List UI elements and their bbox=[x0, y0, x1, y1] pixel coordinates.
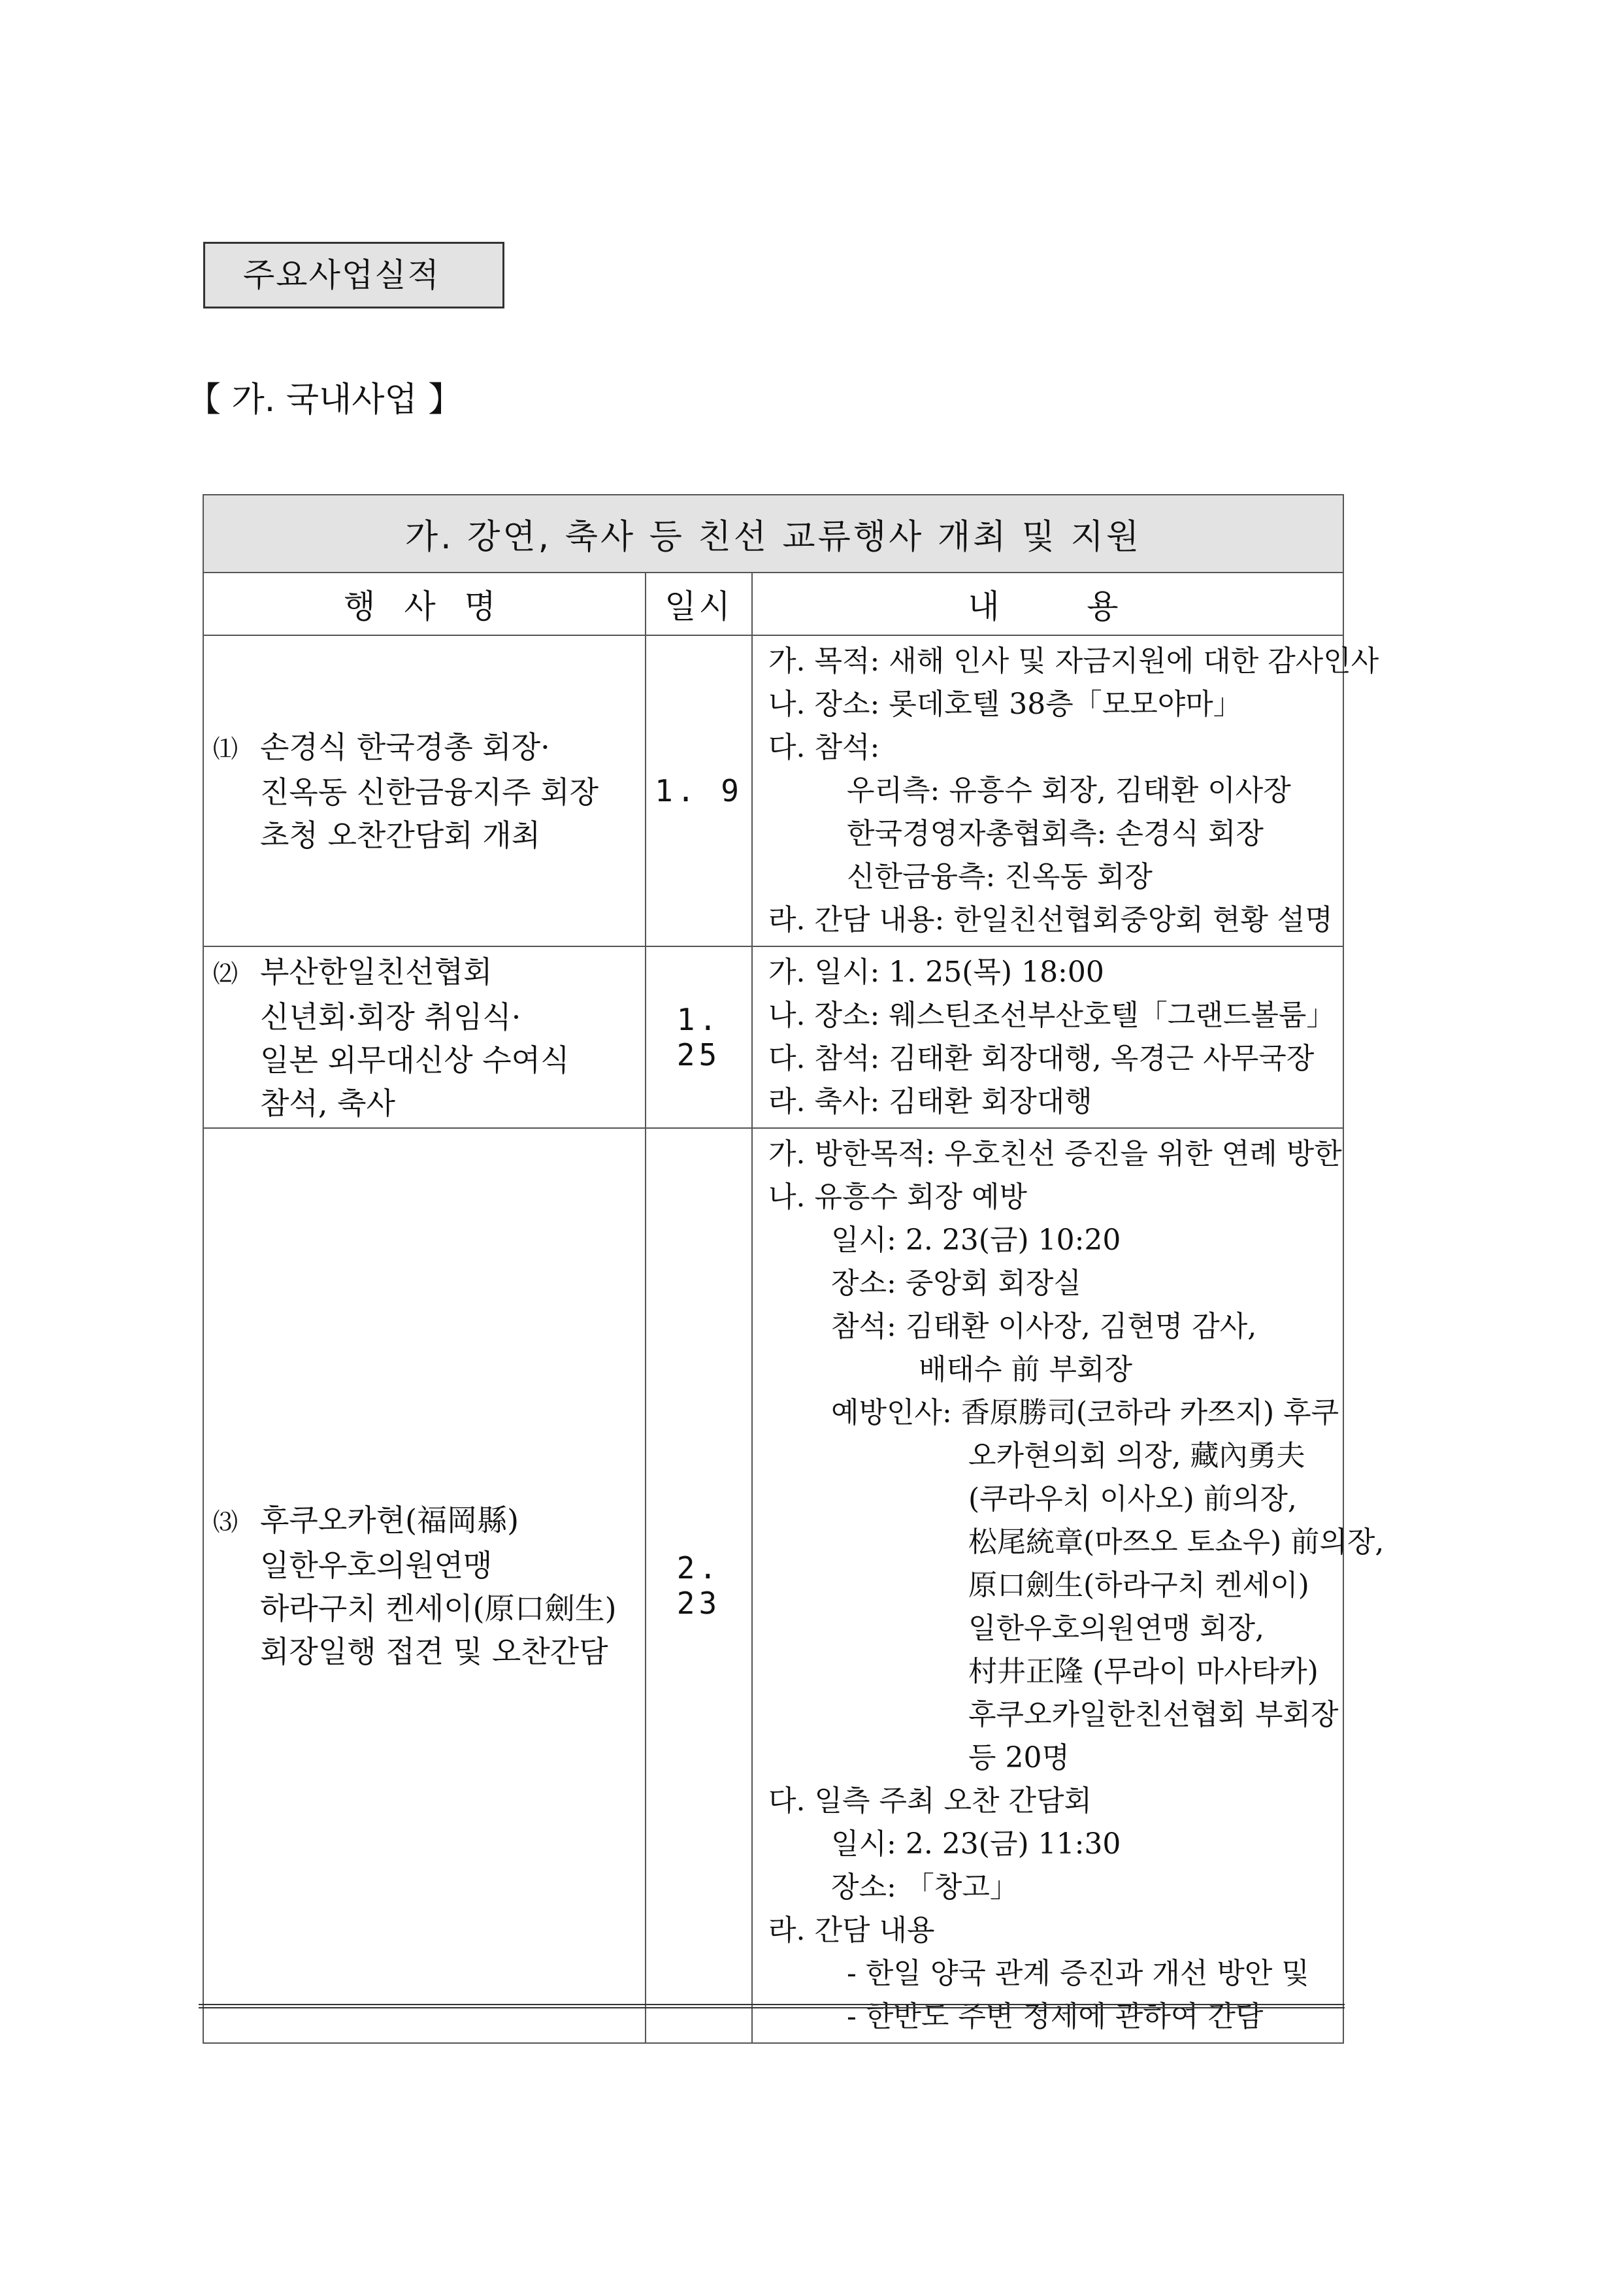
event-name-line bbox=[213, 995, 638, 1039]
content-line: 가. 목적: 새해 인사 및 자금지원에 대한 감사인사 bbox=[768, 644, 1379, 678]
content-line: 후쿠오카일한친선협회 부회장 bbox=[968, 1698, 1339, 1731]
content-line: - 한반도 주변 정세에 관하여 간담 bbox=[847, 2000, 1264, 2033]
event-content-cell bbox=[752, 946, 1343, 1128]
event-number: ⑶ bbox=[213, 1507, 238, 1537]
content-line: 다. 참석: bbox=[768, 731, 880, 764]
event-content-cell bbox=[752, 1128, 1385, 2043]
table-main-header: 가. 강연, 축사 등 친선 교류행사 개최 및 지원 bbox=[203, 495, 1343, 573]
column-header-content: 내 용 bbox=[752, 573, 1343, 635]
event-number: ⑵ bbox=[213, 959, 238, 988]
event-name-text: 일본 외무대신상 수여식 bbox=[260, 1042, 570, 1078]
event-name-line bbox=[213, 771, 638, 814]
event-date-cell: 1. 25 bbox=[646, 946, 752, 1128]
content-line: 라. 축사: 김태환 회장대행 bbox=[768, 1085, 1092, 1118]
content-line: 배태수 前 부회장 bbox=[919, 1353, 1132, 1386]
content-line: 일한우호의원연맹 회장, bbox=[968, 1612, 1265, 1645]
content-line: 村井正隆 (무라이 마사타카) bbox=[968, 1655, 1319, 1688]
event-name-text: 일한우호의원연맹 bbox=[260, 1547, 493, 1583]
content-line: 라. 간담 내용 bbox=[768, 1914, 935, 1947]
event-content-cell bbox=[752, 635, 1379, 946]
content-line: 장소: 중앙회 회장실 bbox=[831, 1267, 1081, 1300]
content-line: 나. 장소: 웨스틴조선부산호텔「그랜드볼룸」 bbox=[768, 999, 1336, 1032]
event-name-line bbox=[213, 1630, 638, 1673]
content-line: 다. 참석: 김태환 회장대행, 옥경근 사무국장 bbox=[768, 1042, 1315, 1075]
content-line: 일시: 2. 23(금) 11:30 bbox=[831, 1827, 1121, 1861]
events-table bbox=[203, 494, 1385, 2044]
event-name-line bbox=[213, 1544, 638, 1587]
event-name-line bbox=[213, 1587, 638, 1630]
content-line: 나. 유흥수 회장 예방 bbox=[768, 1180, 1027, 1214]
content-line: 가. 방한목적: 우호친선 증진을 위한 연례 방한 bbox=[768, 1137, 1342, 1171]
content-line: 신한금융측: 진옥동 회장 bbox=[847, 860, 1153, 893]
event-name-line bbox=[213, 1082, 638, 1125]
event-name-text: 후쿠오카현(福岡縣) bbox=[260, 1502, 519, 1538]
content-line: 原口劍生(하라구치 켄세이) bbox=[968, 1569, 1309, 1602]
section-title: 주요사업실적 bbox=[243, 256, 440, 294]
content-line: 다. 일측 주최 오찬 간담회 bbox=[768, 1784, 1092, 1818]
table-row bbox=[203, 946, 1343, 1128]
content-line: 가. 일시: 1. 25(목) 18:00 bbox=[768, 956, 1104, 989]
content-line: 한국경영자총협회측: 손경식 회장 bbox=[847, 817, 1264, 850]
content-line: (쿠라우치 이사오) 前의장, bbox=[968, 1482, 1297, 1516]
content-line: 松尾統章(마쯔오 토쇼우) 前의장, bbox=[968, 1525, 1385, 1559]
event-name-cell bbox=[203, 635, 646, 946]
content-line: 라. 간담 내용: 한일친선협회중앙회 현황 설명 bbox=[768, 903, 1333, 937]
event-name-text: 하라구치 켄세이(原口劍生) bbox=[260, 1590, 617, 1626]
event-name-text: 초청 오찬간담회 개최 bbox=[260, 817, 541, 853]
table-bottom-rule bbox=[199, 2004, 1345, 2008]
content-line: 장소: 「창고」 bbox=[831, 1871, 1019, 1904]
table-row bbox=[203, 1128, 1343, 2043]
event-name-cell bbox=[203, 1128, 646, 2043]
event-name-line bbox=[213, 725, 638, 771]
event-name-text: 진옥동 신한금융지주 회장 bbox=[260, 774, 599, 810]
content-line: 등 20명 bbox=[968, 1741, 1070, 1774]
event-number: ⑴ bbox=[213, 734, 238, 763]
column-header-date: 일시 bbox=[646, 573, 752, 635]
column-header-event-name: 행 사 명 bbox=[203, 573, 646, 635]
event-name-text: 회장일행 접견 및 오찬간담 bbox=[260, 1633, 608, 1669]
section-title-box bbox=[203, 242, 504, 308]
event-name-text: 부산한일친선협회 bbox=[260, 954, 493, 990]
event-name-line bbox=[213, 1499, 638, 1544]
content-line: 우리측: 유흥수 회장, 김태환 이사장 bbox=[847, 774, 1291, 807]
event-name-line bbox=[213, 814, 638, 857]
event-name-text: 신년회·회장 취임식· bbox=[260, 999, 521, 1035]
table-row bbox=[203, 635, 1343, 946]
event-name-cell bbox=[203, 946, 646, 1128]
content-line: 나. 장소: 롯데호텔 38층「모모야마」 bbox=[768, 688, 1242, 721]
event-name-text: 손경식 한국경총 회장· bbox=[260, 729, 550, 765]
table-body bbox=[203, 635, 1385, 2043]
content-line: 참석: 김태환 이사장, 김현명 감사, bbox=[831, 1310, 1257, 1343]
content-line: 일시: 2. 23(금) 10:20 bbox=[831, 1223, 1121, 1257]
content-line: 예방인사: 香原勝司(코하라 카쯔지) 후쿠 bbox=[831, 1396, 1339, 1429]
event-date-cell: 2. 23 bbox=[646, 1128, 752, 2043]
event-date-cell: 1. 9 bbox=[646, 635, 752, 946]
content-line: 오카현의회 의장, 藏內勇夫 bbox=[968, 1439, 1305, 1472]
event-name-line bbox=[213, 1039, 638, 1082]
content-line: - 한일 양국 관계 증진과 개선 방안 및 bbox=[847, 1957, 1309, 1990]
events-table-container bbox=[203, 494, 1385, 2044]
section-heading: 【 가. 국내사업 】 bbox=[187, 380, 463, 420]
event-name-line bbox=[213, 950, 638, 995]
event-name-text: 참석, 축사 bbox=[260, 1085, 395, 1121]
